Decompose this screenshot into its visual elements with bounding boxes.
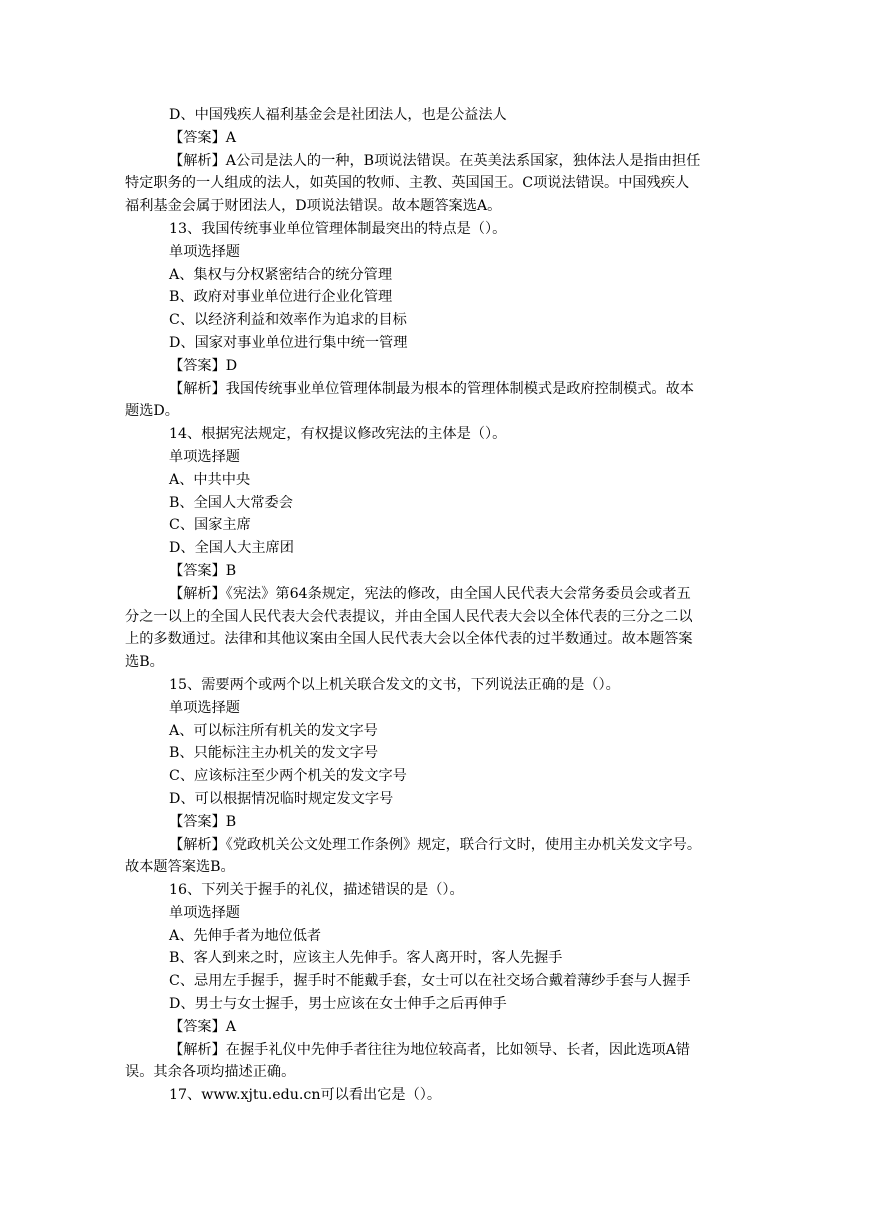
option-b-line: B、只能标注主办机关的发文字号 (169, 745, 379, 762)
answer-line: 【答案】B (169, 813, 237, 830)
question-type-label: 单项选择题 (169, 699, 240, 716)
question-16: 16、下列关于握手的礼仪，描述错误的是（）。 (169, 882, 464, 899)
explanation-line: 【解析】《宪法》第64条规定，宪法的修改，由全国人民代表大会常务委员会或者五 (169, 585, 691, 602)
explanation-continuation: 上的多数通过。法律和其他议案由全国人民代表大会以全体代表的过半数通过。故本题答案 (125, 631, 693, 648)
option-a-line: A、中共中央 (169, 471, 251, 488)
document-page (0, 104, 869, 1107)
option-a-line: A、先伸手者为地位低者 (169, 927, 322, 944)
option-d-line: D、可以根据情况临时规定发文字号 (169, 790, 394, 807)
answer-line: 【答案】D (169, 357, 238, 374)
option-d-line: D、男士与女士握手，男士应该在女士伸手之后再伸手 (169, 996, 507, 1013)
explanation-continuation: 故本题答案选B。 (125, 859, 235, 876)
option-d-line: D、全国人大主席团 (169, 540, 294, 557)
explanation-continuation: 选B。 (125, 654, 164, 671)
question-type-label: 单项选择题 (169, 904, 240, 921)
question-17: 17、www.xjtu.edu.cn可以看出它是（）。 (169, 1087, 442, 1104)
option-c-line: C、国家主席 (169, 517, 251, 534)
option-a-line: A、集权与分权紧密结合的统分管理 (169, 266, 393, 283)
explanation-continuation: 误。其余各项均描述正确。 (125, 1064, 296, 1081)
answer-line: 【答案】A (169, 129, 236, 146)
question-type-label: 单项选择题 (169, 448, 240, 465)
option-d-line: D、国家对事业单位进行集中统一管理 (169, 334, 408, 351)
answer-line: 【答案】A (169, 1018, 236, 1035)
option-c-line: C、忌用左手握手，握手时不能戴手套，女士可以在社交场合戴着薄纱手套与人握手 (169, 973, 691, 990)
option-c-line: C、以经济利益和效率作为追求的目标 (169, 312, 407, 329)
question-14: 14、根据宪法规定，有权提议修改宪法的主体是（）。 (169, 426, 507, 443)
option-c-line: C、应该标注至少两个机关的发文字号 (169, 768, 407, 785)
option-b-line: B、政府对事业单位进行企业化管理 (169, 289, 393, 306)
option-b-line: B、客人到来之时，应该主人先伸手。客人离开时，客人先握手 (169, 950, 563, 967)
question-15: 15、需要两个或两个以上机关联合发文的文书，下列说法正确的是（）。 (169, 676, 620, 693)
option-a-line: A、可以标注所有机关的发文字号 (169, 722, 378, 739)
explanation-continuation: 分之一以上的全国人民代表大会代表提议，并由全国人民代表大会以全体代表的三分之二以 (125, 608, 693, 625)
option-d-line: D、中国残疾人福利基金会是社团法人，也是公益法人 (169, 107, 507, 123)
explanation-continuation: 福利基金会属于财团法人，D项说法错误。故本题答案选A。 (125, 198, 502, 215)
explanation-line: 【解析】《党政机关公文处理工作条例》规定，联合行文时，使用主办机关发文字号。 (169, 836, 702, 853)
explanation-line: 【解析】A公司是法人的一种，B项说法错误。在英美法系国家，独体法人是指由担任 (169, 152, 701, 169)
explanation-continuation: 特定职务的一人组成的法人，如英国的牧师、主教、英国国王。C项说法错误。中国残疾人 (125, 175, 690, 192)
explanation-continuation: 题选D。 (125, 403, 179, 420)
explanation-line: 【解析】在握手礼仪中先伸手者往往为地位较高者，比如领导、长者，因此选项A错 (169, 1041, 690, 1058)
question-type-label: 单项选择题 (169, 243, 240, 260)
answer-line: 【答案】B (169, 562, 237, 579)
explanation-line: 【解析】我国传统事业单位管理体制最为根本的管理体制模式是政府控制模式。故本 (169, 380, 694, 397)
question-13: 13、我国传统事业单位管理体制最突出的特点是（）。 (169, 220, 507, 237)
option-b-line: B、全国人大常委会 (169, 494, 293, 511)
